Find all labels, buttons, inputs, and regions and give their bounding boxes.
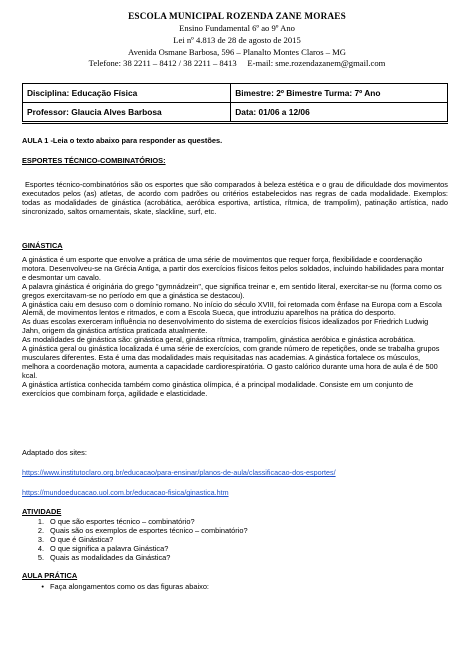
list-text: Quais são os exemplos de esportes técnico – combinatório? — [50, 525, 248, 535]
list-text: Quais as modalidades da Ginástica? — [50, 552, 171, 562]
list-text: O que é Ginástica? — [50, 534, 114, 544]
paragraph: As duas escolas exerceram influência no desenvolvimento do sistema de exercícios físicos idealizados por Friedrich Ludwig Jahn, origem da ginástica artística praticada atualmente. — [22, 317, 429, 336]
list-number: 3. — [37, 534, 44, 544]
info-table — [22, 83, 448, 122]
school-name: ESCOLA MUNICIPAL ROZENDA ZANE MORAES — [128, 11, 346, 21]
bimester-cell: Bimestre: 2º Bimestre Turma: 7º Ano — [231, 84, 448, 103]
school-contact: Telefone: 38 2211 – 8412 / 38 2211 – 8413 E-mail: sme.rozendazanem@gmail.com — [88, 58, 386, 68]
question-list — [22, 518, 448, 563]
teacher-cell: Professor: Glaucia Alves Barbosa — [23, 103, 231, 122]
discipline-cell: Disciplina: Educação Física — [23, 84, 231, 103]
list-text: O que são esportes técnico – combinatório? — [50, 517, 195, 526]
practice-title: AULA PRÁTICA — [22, 571, 78, 580]
bullet-icon: • — [41, 582, 44, 591]
activity-title: ATIVIDADE — [22, 507, 62, 516]
school-level: Ensino Fundamental 6º ao 9º Ano — [179, 23, 295, 33]
list-item — [22, 554, 448, 563]
list-text: O que significa a palavra Ginástica? — [50, 543, 169, 553]
section-title-ginastica: GINÁSTICA — [22, 241, 63, 250]
source-link-1[interactable]: https://www.institutoclaro.org.br/educacao/para-ensinar/planos-de-aula/classificacao-dos-esportes/ — [22, 468, 336, 477]
practice-list — [22, 583, 448, 592]
paragraph: A ginástica caiu em desuso com o domínio romano. No início do século XVIII, foi retomada com ênfase na Europa com a Escola Alemã, de movimentos lentos e ritmados, e com a Escola Sueca, que introduziu aparelhos na prática do desporto. — [22, 299, 442, 318]
section-title-esportes: ESPORTES TÉCNICO-COMBINATÓRIOS: — [22, 156, 166, 165]
ginastica-body — [22, 256, 448, 399]
list-number: 4. — [37, 543, 44, 553]
list-item — [22, 583, 448, 592]
school-address: Avenida Osmane Barbosa, 596 – Planalto Montes Claros – MG — [128, 47, 346, 57]
school-law: Lei nº 4.813 de 28 de agosto de 2015 — [173, 35, 301, 45]
info-row — [23, 84, 448, 103]
list-number: 5. — [37, 552, 44, 562]
list-number: 2. — [37, 525, 44, 535]
list-text: Faça alongamentos como os das figuras abaixo: — [50, 582, 209, 591]
paragraph: A palavra ginástica é originária do grego "gymnádzein", que significa treinar e, em sentido literal, exercitar-se nu (forma como os gregos exercitavam-se no período em que a ginástica se destacou). — [22, 281, 442, 300]
lesson-intro: AULA 1 -Leia o texto abaixo para responder as questões. — [22, 136, 223, 145]
paragraph: A ginástica geral ou ginástica localizada é uma série de exercícios, com grande número de repetições, onde se trabalha grupos musculares diferentes. Esta é uma das modalidades mais requisitadas nas academias. A ginástica fortalece os músculos, melhora a coordenação motora, aumenta a capacidade cardiorespiratória. O gasto calórico durante uma hora de aula é de 500 kcal. — [22, 344, 440, 380]
divider — [22, 123, 448, 124]
info-row — [23, 103, 448, 122]
paragraph: A ginástica é um esporte que envolve a prática de uma série de movimentos que requer força, flexibilidade e coordenação motora. Desenvolveu-se na Grécia Antiga, a partir dos exercícios físicos feitos pelos soldados, incluindo habilidades para montar e desmontar um cavalo. — [22, 255, 444, 282]
paragraph: A ginástica artística conhecida também como ginástica olímpica, é a principal modalidade. Consiste em um conjunto de exercícios que combinam força, agilidade e elasticidade. — [22, 379, 414, 398]
paragraph: As modalidades de ginástica são: ginástica geral, ginástica rítmica, trampolim, ginástica aeróbica e ginástica acrobática. — [22, 335, 416, 345]
adapted-label: Adaptado dos sites: — [22, 448, 87, 457]
section-text-esportes: Esportes técnico-combinatórios são os esportes que são comparados à beleza estética e o grau de dificuldade dos movimentos executados pelos (as) atletas, de acordo com padrões ou critérios estabelecidos nas regras de cada modalidade. Exemplos: todas as modalidades de ginástica (acrobática, aeróbica esportiva, artística, rítmica, de trampolim), patinação artística, nado sincronizado, saltos ornamentais, skate, slackline, surf, etc. — [22, 180, 448, 216]
source-link-2[interactable]: https://mundoeducacao.uol.com.br/educacao-fisica/ginastica.htm — [22, 488, 229, 497]
list-number: 1. — [37, 517, 44, 526]
date-cell: Data: 01/06 a 12/06 — [231, 103, 448, 122]
